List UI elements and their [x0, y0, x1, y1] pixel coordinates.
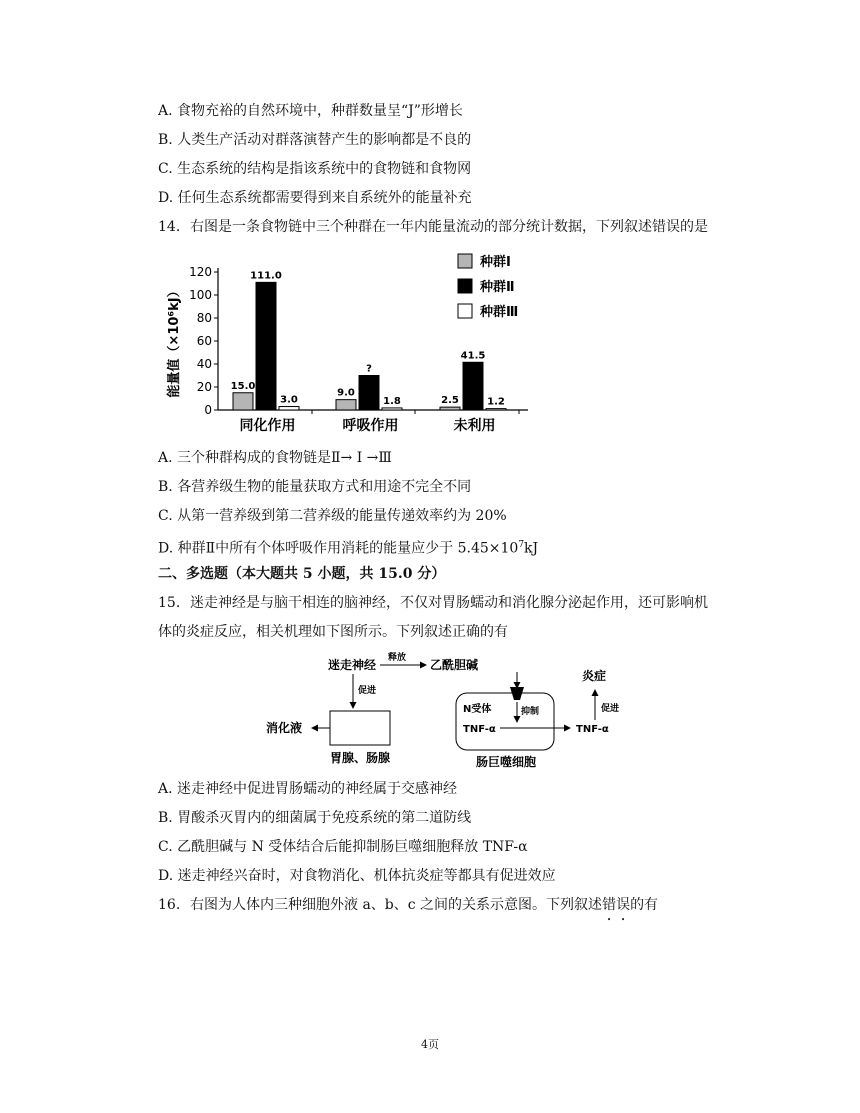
promote-label-inflammation: 促进	[601, 704, 620, 714]
q15-stem-line1	[158, 593, 708, 613]
bar	[233, 393, 253, 410]
x-tick-label: 同化作用	[239, 418, 296, 434]
bar	[440, 407, 460, 410]
q16-stem	[158, 895, 658, 915]
bar	[463, 362, 483, 410]
release-label: 释放	[388, 653, 407, 663]
bar-value-label: ?	[366, 363, 372, 375]
q13-option-b: B. 人类生产活动对群落演替产生的影响都是不良的	[158, 132, 472, 148]
bar	[256, 282, 276, 410]
legend-label: 种群Ⅲ	[480, 305, 519, 320]
q14-stem-text: 右图是一条食物链中三个种群在一年内能量流动的部分统计数据，下列叙述错误的是	[190, 219, 708, 235]
glands-label: 胃腺、肠腺	[330, 751, 391, 765]
bar	[279, 407, 299, 410]
inhibit-label: 抑制	[521, 707, 540, 717]
q14-option-d-unit: kJ	[524, 540, 539, 557]
q15-stem-line2: 体的炎症反应，相关机理如下图所示。下列叙述正确的有	[158, 624, 508, 640]
bar-value-label: 9.0	[337, 387, 355, 399]
q14-stem	[158, 217, 708, 237]
q14-option-d	[158, 535, 538, 559]
bar	[486, 409, 506, 410]
q15-stem-text1: 迷走神经是与脑干相连的脑神经，不仅对胃肠蠕动和消化腺分泌起作用，还可影响机	[190, 595, 708, 611]
tnf-outside-label: TNF-α	[576, 724, 609, 735]
section-heading-multi-choice: 二、多选题（本大题共 5 小题，共 15.0 分）	[158, 566, 446, 582]
glands-box	[330, 711, 390, 745]
q14-option-d-text: D. 种群Ⅱ中所有个体呼吸作用消耗的能量应少于 5.45×10	[158, 540, 519, 557]
q16-stem-suffix: 的有	[630, 897, 659, 913]
vagus-nerve-label: 迷走神经	[328, 658, 377, 672]
q14-option-b: B. 各营养级生物的能量获取方式和用途不完全不同	[158, 479, 472, 495]
bar	[382, 408, 402, 410]
y-tick-label: 0	[204, 403, 212, 417]
n-receptor-label: N受体	[463, 704, 492, 715]
bar-value-label: 1.2	[487, 396, 505, 408]
q15-number: 15.	[158, 595, 181, 611]
promote-label-glands: 促进	[358, 686, 377, 696]
y-tick-label: 60	[196, 334, 212, 348]
bar-value-label: 3.0	[280, 394, 298, 406]
bar-value-label: 111.0	[250, 270, 282, 282]
y-tick-label: 100	[189, 288, 212, 302]
y-axis-label: 能量值（×10⁶kJ）	[167, 284, 182, 398]
bar	[359, 376, 379, 411]
digestive-juice-label: 消化液	[266, 721, 303, 735]
q16-emphasis-2: 误	[616, 897, 631, 913]
legend-swatch	[458, 279, 472, 293]
tnf-inside-label: TNF-α	[463, 724, 496, 735]
legend-label: 种群Ⅱ	[480, 280, 515, 295]
y-tick-label: 120	[189, 265, 212, 279]
q16-stem-text: 右图为人体内三种细胞外液 a、b、c 之间的关系示意图。下列叙述	[190, 897, 603, 913]
q14-number: 14.	[158, 219, 181, 235]
q16-emphasis-1: 错	[602, 897, 617, 913]
q15-option-d: D. 迷走神经兴奋时，对食物消化、机体抗炎症等都具有促进效应	[158, 868, 556, 884]
macrophage-label: 肠巨噬细胞	[476, 755, 537, 769]
y-tick-label: 80	[196, 311, 212, 325]
q13-option-d: D. 任何生态系统都需要得到来自系统外的能量补充	[158, 190, 472, 206]
q14-option-d-exponent: 7	[518, 540, 525, 550]
bar	[336, 400, 356, 410]
bar-value-label: 2.5	[441, 395, 459, 407]
q15-option-a: A. 迷走神经中促进胃肠蠕动的神经属于交感神经	[158, 781, 458, 797]
q13-option-a: A. 食物充裕的自然环境中，种群数量呈“J”形增长	[158, 103, 463, 119]
inflammation-label: 炎症	[582, 669, 607, 683]
q13-option-c: C. 生态系统的结构是指该系统中的食物链和食物网	[158, 161, 472, 177]
y-tick-label: 40	[196, 357, 212, 371]
legend-label: 种群Ⅰ	[480, 255, 511, 270]
macrophage-cell	[456, 693, 554, 750]
page-number: 4页	[421, 1038, 439, 1051]
bar-value-label: 15.0	[230, 380, 256, 392]
q14-option-c: C. 从第一营养级到第二营养级的能量传递效率约为 20%	[158, 508, 507, 524]
q15-option-c: C. 乙酰胆碱与 N 受体结合后能抑制肠巨噬细胞释放 TNF-α	[158, 839, 528, 855]
legend-swatch	[458, 254, 472, 268]
legend-swatch	[458, 304, 472, 318]
bar-value-label: 41.5	[460, 350, 486, 362]
x-tick-label: 未利用	[453, 418, 496, 434]
vagus-nerve-diagram	[260, 650, 630, 772]
q15-option-b: B. 胃酸杀灭胃内的细菌属于免疫系统的第二道防线	[158, 810, 472, 826]
q16-number: 16.	[158, 897, 181, 913]
acetylcholine-label: 乙酰胆碱	[430, 658, 479, 672]
bar-value-label: 1.8	[383, 395, 401, 407]
q14-option-a: A. 三个种群构成的食物链是Ⅱ→ Ⅰ →Ⅲ	[158, 450, 392, 466]
x-tick-label: 呼吸作用	[342, 418, 399, 434]
y-tick-label: 20	[196, 380, 212, 394]
energy-bar-chart	[160, 248, 540, 443]
